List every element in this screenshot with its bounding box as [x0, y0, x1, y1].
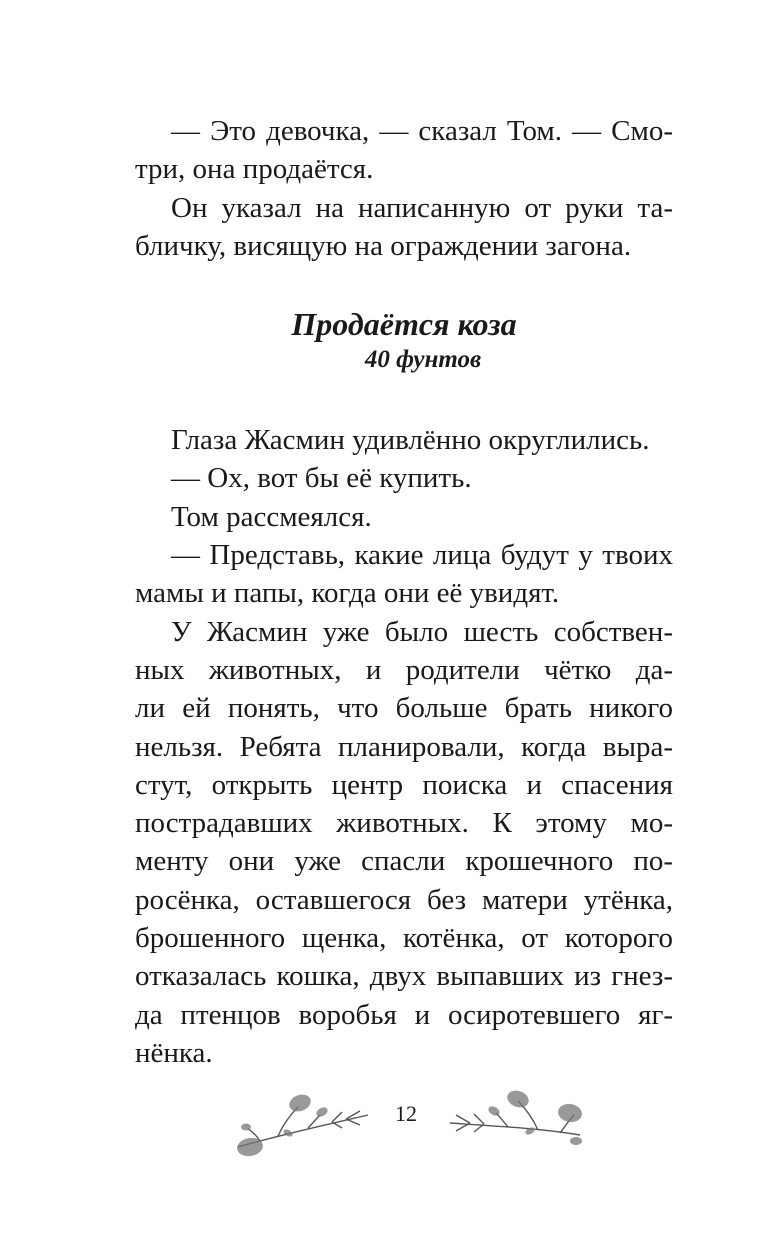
paragraph [135, 421, 673, 459]
text-line: отказалась кошка, двух выпавших из гнез- [135, 960, 673, 993]
text-line: три, она продаётся. [135, 153, 374, 186]
book-page [135, 112, 673, 1072]
text-line: пострадавших животных. К этому мо- [135, 807, 673, 840]
paragraph [135, 189, 673, 266]
text-line: — Ох, вот бы её купить. [171, 462, 472, 495]
goat-sale-sign [135, 305, 673, 377]
text-line: брошенного щенка, котёнка, от которого [135, 922, 673, 955]
text-line: нёнка. [135, 1036, 213, 1069]
sign-price: 40 фунтов [364, 346, 482, 374]
body-text-top [135, 112, 673, 265]
floral-sprig-icon [440, 1085, 590, 1169]
paragraph [135, 112, 673, 189]
text-line: — Представь, какие лица будут у твоих [171, 539, 673, 572]
text-line: ли ей понять, что больше брать никого [135, 692, 673, 725]
text-line: менту они уже спасли крошечного по- [135, 845, 673, 878]
paragraph [135, 536, 673, 613]
page-footer [0, 1085, 768, 1165]
text-line: да птенцов воробья и осиротевшего яг- [135, 998, 673, 1031]
floral-sprig-icon [228, 1085, 378, 1169]
body-text-bottom [135, 421, 673, 1072]
text-line: Том рассмеялся. [171, 500, 372, 533]
text-line: стут, открыть центр поиска и спасения [135, 768, 673, 801]
text-line: ных животных, и родители чётко да- [135, 653, 673, 686]
sign-title: Продаётся коза [291, 306, 517, 343]
text-line: — Это девочка, — сказал Том. — Смо- [171, 115, 673, 147]
text-line: мамы и папы, когда они её увидят. [135, 577, 560, 610]
paragraph [135, 498, 673, 536]
text-line: бличку, висящую на ограждении загона. [135, 229, 632, 262]
paragraph [135, 459, 673, 497]
paragraph [135, 613, 673, 1073]
text-line: Глаза Жасмин удивлённо округлились. [171, 424, 650, 457]
text-line: Он указал на написанную от руки та- [171, 191, 673, 224]
text-line: У Жасмин уже было шесть собствен- [171, 615, 673, 648]
page-number: 12 [395, 1101, 417, 1126]
text-line: росёнка, оставшегося без матери утёнка, [135, 883, 673, 916]
text-line: нельзя. Ребята планировали, когда выра- [135, 730, 673, 763]
